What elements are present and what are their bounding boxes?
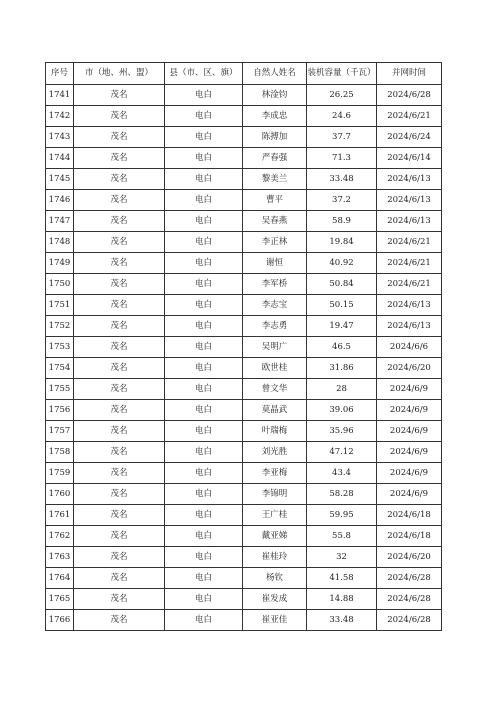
cell-person-name: 吴明广	[243, 337, 307, 358]
table-row	[46, 85, 442, 106]
cell-person-name: 李正林	[243, 232, 307, 253]
table-row	[46, 547, 442, 568]
cell-city: 茂名	[74, 85, 165, 106]
cell-person-name: 谢恒	[243, 253, 307, 274]
cell-county: 电白	[165, 316, 243, 337]
cell-city: 茂名	[74, 484, 165, 505]
table-row	[46, 232, 442, 253]
cell-index: 1763	[46, 547, 74, 568]
cell-person-name: 曹平	[243, 190, 307, 211]
cell-index: 1742	[46, 106, 74, 127]
cell-index: 1749	[46, 253, 74, 274]
cell-capacity: 43.4	[307, 463, 377, 484]
cell-capacity: 33.48	[307, 169, 377, 190]
cell-index: 1761	[46, 505, 74, 526]
cell-city: 茂名	[74, 106, 165, 127]
cell-index: 1766	[46, 610, 74, 631]
cell-grid-date: 2024/6/20	[377, 547, 442, 568]
table-row	[46, 358, 442, 379]
header-person-name: 自然人姓名	[243, 63, 307, 85]
cell-capacity: 14.88	[307, 589, 377, 610]
cell-grid-date: 2024/6/13	[377, 169, 442, 190]
cell-grid-date: 2024/6/21	[377, 274, 442, 295]
cell-grid-date: 2024/6/14	[377, 148, 442, 169]
cell-person-name: 叶瑞梅	[243, 421, 307, 442]
cell-grid-date: 2024/6/9	[377, 484, 442, 505]
cell-capacity: 26.25	[307, 85, 377, 106]
header-county: 县（市、区、旗）	[165, 63, 243, 85]
cell-index: 1744	[46, 148, 74, 169]
cell-city: 茂名	[74, 211, 165, 232]
cell-capacity: 46.5	[307, 337, 377, 358]
cell-index: 1748	[46, 232, 74, 253]
cell-city: 茂名	[74, 442, 165, 463]
table-row	[46, 379, 442, 400]
cell-person-name: 王广桂	[243, 505, 307, 526]
cell-city: 茂名	[74, 421, 165, 442]
cell-index: 1753	[46, 337, 74, 358]
cell-city: 茂名	[74, 274, 165, 295]
cell-city: 茂名	[74, 400, 165, 421]
cell-person-name: 莫晶武	[243, 400, 307, 421]
cell-county: 电白	[165, 190, 243, 211]
table-row	[46, 295, 442, 316]
cell-capacity: 37.7	[307, 127, 377, 148]
cell-capacity: 31.86	[307, 358, 377, 379]
cell-index: 1743	[46, 127, 74, 148]
cell-index: 1752	[46, 316, 74, 337]
cell-city: 茂名	[74, 526, 165, 547]
table-row	[46, 484, 442, 505]
cell-county: 电白	[165, 358, 243, 379]
table-row	[46, 148, 442, 169]
cell-county: 电白	[165, 106, 243, 127]
cell-grid-date: 2024/6/24	[377, 127, 442, 148]
cell-city: 茂名	[74, 316, 165, 337]
cell-city: 茂名	[74, 253, 165, 274]
cell-index: 1765	[46, 589, 74, 610]
cell-grid-date: 2024/6/21	[377, 232, 442, 253]
cell-index: 1747	[46, 211, 74, 232]
table-row	[46, 316, 442, 337]
cell-county: 电白	[165, 295, 243, 316]
cell-county: 电白	[165, 568, 243, 589]
table-row	[46, 442, 442, 463]
cell-index: 1760	[46, 484, 74, 505]
cell-grid-date: 2024/6/9	[377, 463, 442, 484]
cell-city: 茂名	[74, 463, 165, 484]
cell-index: 1751	[46, 295, 74, 316]
cell-capacity: 47.12	[307, 442, 377, 463]
cell-grid-date: 2024/6/28	[377, 589, 442, 610]
cell-grid-date: 2024/6/9	[377, 379, 442, 400]
table-body	[46, 85, 442, 631]
cell-person-name: 曾文华	[243, 379, 307, 400]
table-row	[46, 106, 442, 127]
header-index: 序号	[46, 63, 74, 85]
cell-grid-date: 2024/6/13	[377, 295, 442, 316]
cell-grid-date: 2024/6/28	[377, 610, 442, 631]
cell-person-name: 崔亚佳	[243, 610, 307, 631]
header-city: 市（地、州、盟）	[74, 63, 165, 85]
cell-capacity: 28	[307, 379, 377, 400]
table-row	[46, 169, 442, 190]
cell-capacity: 19.47	[307, 316, 377, 337]
cell-city: 茂名	[74, 295, 165, 316]
cell-capacity: 40.92	[307, 253, 377, 274]
cell-person-name: 李志宝	[243, 295, 307, 316]
cell-county: 电白	[165, 169, 243, 190]
cell-grid-date: 2024/6/13	[377, 211, 442, 232]
cell-index: 1745	[46, 169, 74, 190]
cell-grid-date: 2024/6/13	[377, 190, 442, 211]
cell-grid-date: 2024/6/21	[377, 106, 442, 127]
table-row	[46, 421, 442, 442]
cell-county: 电白	[165, 337, 243, 358]
cell-capacity: 39.06	[307, 400, 377, 421]
cell-person-name: 崔发成	[243, 589, 307, 610]
cell-county: 电白	[165, 85, 243, 106]
cell-capacity: 50.84	[307, 274, 377, 295]
cell-grid-date: 2024/6/6	[377, 337, 442, 358]
cell-index: 1756	[46, 400, 74, 421]
cell-grid-date: 2024/6/21	[377, 253, 442, 274]
table-row	[46, 127, 442, 148]
cell-capacity: 33.48	[307, 610, 377, 631]
cell-county: 电白	[165, 253, 243, 274]
cell-grid-date: 2024/6/28	[377, 568, 442, 589]
cell-person-name: 李成忠	[243, 106, 307, 127]
cell-capacity: 41.58	[307, 568, 377, 589]
cell-county: 电白	[165, 610, 243, 631]
cell-person-name: 陈搏加	[243, 127, 307, 148]
cell-grid-date: 2024/6/9	[377, 421, 442, 442]
cell-person-name: 戴亚娣	[243, 526, 307, 547]
table-row	[46, 568, 442, 589]
cell-capacity: 55.8	[307, 526, 377, 547]
cell-index: 1746	[46, 190, 74, 211]
cell-index: 1750	[46, 274, 74, 295]
cell-city: 茂名	[74, 568, 165, 589]
cell-capacity: 50.15	[307, 295, 377, 316]
cell-grid-date: 2024/6/28	[377, 85, 442, 106]
cell-county: 电白	[165, 400, 243, 421]
cell-person-name: 李军桥	[243, 274, 307, 295]
cell-city: 茂名	[74, 589, 165, 610]
cell-county: 电白	[165, 148, 243, 169]
cell-county: 电白	[165, 379, 243, 400]
cell-person-name: 崔桂玲	[243, 547, 307, 568]
cell-city: 茂名	[74, 169, 165, 190]
cell-county: 电白	[165, 442, 243, 463]
cell-index: 1754	[46, 358, 74, 379]
table-row	[46, 400, 442, 421]
table-row	[46, 526, 442, 547]
header-grid-date: 并网时间	[377, 63, 442, 85]
cell-capacity: 71.3	[307, 148, 377, 169]
cell-county: 电白	[165, 211, 243, 232]
cell-grid-date: 2024/6/20	[377, 358, 442, 379]
cell-city: 茂名	[74, 127, 165, 148]
cell-capacity: 37.2	[307, 190, 377, 211]
cell-person-name: 吴春燕	[243, 211, 307, 232]
cell-person-name: 严春强	[243, 148, 307, 169]
cell-capacity: 19.84	[307, 232, 377, 253]
cell-grid-date: 2024/6/9	[377, 400, 442, 421]
cell-capacity: 32	[307, 547, 377, 568]
cell-city: 茂名	[74, 358, 165, 379]
cell-capacity: 58.28	[307, 484, 377, 505]
cell-county: 电白	[165, 232, 243, 253]
cell-city: 茂名	[74, 337, 165, 358]
cell-person-name: 李锦明	[243, 484, 307, 505]
cell-index: 1741	[46, 85, 74, 106]
cell-county: 电白	[165, 526, 243, 547]
cell-capacity: 58.9	[307, 211, 377, 232]
cell-person-name: 李志勇	[243, 316, 307, 337]
table-row	[46, 589, 442, 610]
header-capacity: 装机容量（千瓦）	[307, 63, 377, 85]
cell-county: 电白	[165, 589, 243, 610]
cell-person-name: 林淦钧	[243, 85, 307, 106]
cell-county: 电白	[165, 421, 243, 442]
table-header-row	[46, 63, 442, 85]
cell-city: 茂名	[74, 148, 165, 169]
cell-index: 1758	[46, 442, 74, 463]
cell-capacity: 24.6	[307, 106, 377, 127]
cell-index: 1755	[46, 379, 74, 400]
cell-person-name: 李亚梅	[243, 463, 307, 484]
cell-person-name: 刘光胜	[243, 442, 307, 463]
cell-index: 1764	[46, 568, 74, 589]
table-row	[46, 337, 442, 358]
table-row	[46, 505, 442, 526]
cell-city: 茂名	[74, 610, 165, 631]
table-row	[46, 253, 442, 274]
cell-county: 电白	[165, 505, 243, 526]
cell-county: 电白	[165, 547, 243, 568]
cell-person-name: 黎美兰	[243, 169, 307, 190]
cell-grid-date: 2024/6/18	[377, 526, 442, 547]
cell-city: 茂名	[74, 379, 165, 400]
cell-person-name: 欧世桂	[243, 358, 307, 379]
cell-city: 茂名	[74, 232, 165, 253]
cell-city: 茂名	[74, 190, 165, 211]
table-row	[46, 610, 442, 631]
cell-county: 电白	[165, 463, 243, 484]
cell-grid-date: 2024/6/13	[377, 316, 442, 337]
grid-connection-table	[45, 62, 442, 631]
cell-city: 茂名	[74, 547, 165, 568]
cell-county: 电白	[165, 484, 243, 505]
cell-capacity: 59.95	[307, 505, 377, 526]
cell-grid-date: 2024/6/18	[377, 505, 442, 526]
cell-city: 茂名	[74, 505, 165, 526]
cell-index: 1762	[46, 526, 74, 547]
cell-grid-date: 2024/6/9	[377, 442, 442, 463]
table-row	[46, 211, 442, 232]
cell-county: 电白	[165, 274, 243, 295]
cell-capacity: 35.96	[307, 421, 377, 442]
cell-person-name: 杨钦	[243, 568, 307, 589]
cell-index: 1757	[46, 421, 74, 442]
table-row	[46, 190, 442, 211]
table-row	[46, 463, 442, 484]
cell-county: 电白	[165, 127, 243, 148]
cell-index: 1759	[46, 463, 74, 484]
table-row	[46, 274, 442, 295]
